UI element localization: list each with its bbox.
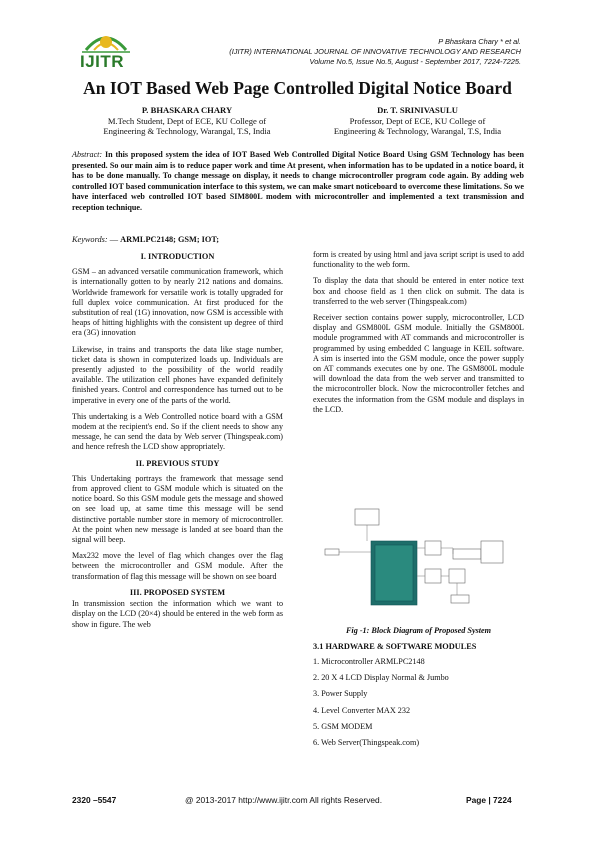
previous-study-paragraph-2: Max232 move the level of flag which changes over the flag between the microcontroller and GSM module. After the transformation of flag this message will be shown on see board — [72, 551, 283, 581]
footer-page-number: Page | 7224 — [466, 795, 512, 805]
author-2 — [300, 105, 535, 137]
author-1 — [72, 105, 302, 137]
paper-title: An IOT Based Web Page Controlled Digital Notice Board — [83, 78, 512, 98]
right-column — [313, 250, 524, 421]
logo-text: IJITR — [80, 52, 125, 71]
right-paragraph-1: form is created by using html and java script script is used to add functionality to the web form. — [313, 250, 524, 270]
author-1-affil-1: M.Tech Student, Dept of ECE, KU College of — [107, 115, 267, 126]
footer-copyright: @ 2013-2017 http://www.ijitr.com All rights Reserved. — [185, 795, 383, 805]
intro-paragraph-1: GSM – an advanced versatile communication framework, which is internationally gotten to by nearly 212 nations and domains. Worldwide framework for versatile work is totally upgraded for full duplex voice communication. At first produced for the substitution of real (1G) innovation, now GSM is accessible with heaps of hitting highlights with the consistent up degree of third era (3G) innovation — [72, 267, 283, 338]
keywords-text: ARMLPC2148; GSM; IOT; — [120, 235, 220, 244]
header-authors: P Bhaskara Chary * et al. — [438, 37, 521, 46]
figure-caption: Fig -1: Block Diagram of Proposed System — [345, 626, 492, 635]
subsection-heading-modules: 3.1 HARDWARE & SOFTWARE MODULES — [313, 642, 477, 651]
list-item: 4. Level Converter MAX 232 — [313, 705, 411, 715]
right-column-lower — [313, 626, 524, 754]
keywords-label: Keywords: — [72, 235, 108, 244]
header-journal: (IJITR) INTERNATIONAL JOURNAL OF INNOVATIVE TECHNOLOGY AND RESEARCH — [229, 47, 521, 56]
author-2-affil-2: Engineering & Technology, Warangal, T.S, India — [333, 126, 502, 136]
abstract-text: In this proposed system the idea of IOT Based Web Controlled Digital Notice Board Using GSM Technology has been presented. So our main aim is to reduce paper work and time At present, when information has to be updated in a notice board, it has to be done manually. To change message on display, it needs to change microcontroller program code again. By adding web controlled IOT based communication interface to this system, we can make smart noticeboard to overcome these limitations. So we have interfaced web controlled IOT based SIM800L modem with microcontroller and implemented a text transmission and reception technique. — [72, 150, 524, 212]
author-2-affil-1: Professor, Dept of ECE, KU College of — [349, 115, 486, 126]
author-1-affil-2: Engineering & Technology, Warangal, T.S, India — [103, 126, 271, 136]
section-heading-introduction: I. INTRODUCTION — [140, 252, 215, 261]
modules-list — [313, 657, 524, 748]
journal-logo — [72, 28, 140, 74]
block-diagram-figure — [323, 505, 523, 620]
list-item: 2. 20 X 4 LCD Display Normal & Jumbo — [313, 673, 449, 683]
section-heading-proposed-system: III. PROPOSED SYSTEM — [129, 587, 226, 597]
abstract-label: Abstract: — [72, 150, 103, 159]
right-paragraph-2: To display the data that should be entered in enter notice text box and choose field as 1 then click on submit. The data is transferred to the web server (Thingspeak.com) — [313, 276, 524, 306]
list-item: 5. GSM MODEM — [313, 721, 373, 731]
keywords-dash: — — [109, 235, 119, 244]
author-1-name: P. BHASKARA CHARY — [141, 105, 233, 115]
right-paragraph-3: Receiver section contains power supply, microcontroller, LCD display and GSM800L GSM module. Initially the GSM800L module programmed with AT commands and microcontroller is programmed by using embedded C language in KEIL software. A sim is inserted into the GSM module, once the power supply on AT commands executes one by one. The GSM800L module will download the data from the web server and transmitted to the microcontroller block. Now the microcontroller fetches and executes the information from the GSM module and displays in the LCD. — [313, 313, 524, 414]
footer-issn: 2320 –5547 — [72, 795, 117, 805]
previous-study-paragraph-1: This Undertaking portrays the framework that message send from approved client to GSM module which is situated on the notice board. So this GSM module gets the message and showed on see load up, at same time this message will be send distinctive portable number store in memory of microcontroller. At the point when new message is landed at see board than the signal will beep. — [72, 473, 283, 545]
intro-paragraph-3: This undertaking is a Web Controlled notice board with a GSM modem at the recipient's end. So if the client needs to show any message, he can send the data by Web server (Thingspeak.com) and hence refresh the LCD show appropriately. — [72, 411, 283, 452]
proposed-system-paragraph-1: In transmission section the information which we want to display on the LCD (20×4) should be entered in the web form as show in figure. The web — [72, 599, 283, 629]
left-column — [72, 250, 283, 636]
list-item: 6. Web Server(Thingspeak.com) — [313, 737, 420, 747]
header-volume: Volume No.5, Issue No.5, August - September 2017, 7224-7225. — [309, 57, 521, 66]
list-item: 1. Microcontroller ARMLPC2148 — [313, 657, 425, 666]
block-diagram-drawing — [323, 505, 523, 620]
keywords — [72, 235, 219, 244]
abstract — [72, 150, 524, 214]
list-item: 3. Power Supply — [313, 689, 368, 699]
intro-paragraph-2: Likewise, in trains and transports the data like stage number, ticket data is shown in computerized loads up. Individuals are presently adjusted to the possibility of the world readily available. The utilization cell phones have expanded definitely finished years. Control and correspondence has turned out to be imperative in every one of the parts of the world. — [72, 344, 283, 405]
section-heading-previous-study: II. PREVIOUS STUDY — [135, 458, 220, 468]
author-2-name: Dr. T. SRINIVASULU — [377, 105, 458, 115]
